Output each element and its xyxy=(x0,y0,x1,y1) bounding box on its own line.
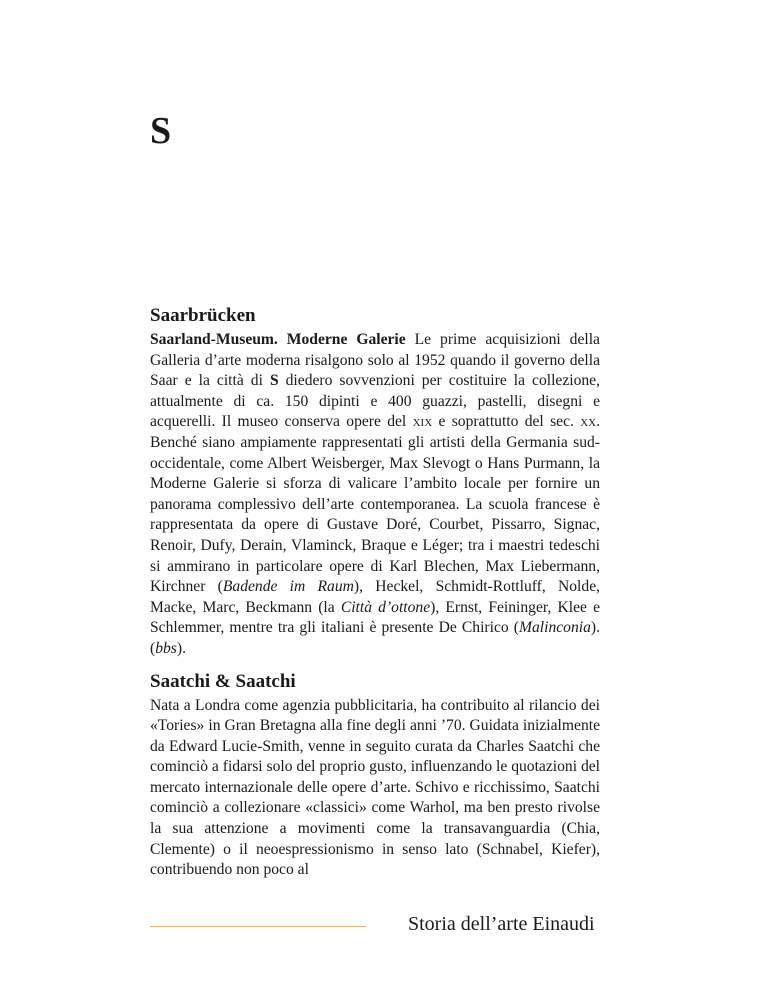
footer-rule xyxy=(150,926,366,927)
body-text-segment: diedero sovvenzioni per costituire la collezione, attualmente di ca. 150 dipinti e 400 guazzi, pastelli, disegni e acquerelli. Il museo conserva opere del xyxy=(150,372,600,431)
body-text-segment: ). xyxy=(176,639,186,657)
body-text-segment: ), Heckel, Schmidt-Rottluff, Nolde, Macke, Marc, Beckmann (la xyxy=(150,578,601,616)
entry-title: Saatchi & Saatchi xyxy=(150,670,296,692)
body-text-segment: Città d’ottone xyxy=(340,598,431,616)
entry-body xyxy=(150,696,600,881)
entry-body xyxy=(150,330,600,660)
entry-lead: Saarland-Museum. Moderne Galerie xyxy=(150,331,406,348)
body-text-segment: ), Ernst, Feininger, Klee e Schlemmer, mentre tra gli italiani è presente De Chirico ( xyxy=(150,598,600,637)
body-text-segment: Badende im Raum xyxy=(222,578,354,596)
section-letter: S xyxy=(150,110,172,152)
dictionary-entries xyxy=(150,304,600,881)
body-text-segment: . Benché siano ampiamente rappresentati gli artisti della Germania sud-occidentale, come Albert Weisberger, Max Slevogt o Hans Purmann, la Moderne Galerie si sforza di valicare l’ambito locale per fornire un panorama complessivo dell’arte contemporanea. La scuola francese è rappresentata da opere di Gustave Doré, Courbet, Pissarro, Signac, Renoir, Dufy, Derain, Vlaminck, Braque e Léger; tra i maestri tedeschi si ammirano in particolare opere di Karl Blechen, Max Liebermann, Kirchner ( xyxy=(150,413,601,596)
body-text-segment: Malinconia xyxy=(519,619,591,637)
body-text-segment: S xyxy=(269,372,279,390)
entry-saarbrucken xyxy=(150,304,600,660)
body-text-segment: xix xyxy=(412,413,433,431)
entry-saatchi xyxy=(150,670,600,881)
body-text-segment: xx xyxy=(580,413,597,431)
body-text-segment: bbs xyxy=(155,639,177,657)
body-text-segment: Le prime acquisizioni della Galleria d’arte moderna risalgono solo al 1952 quando il governo della Saar e la città di xyxy=(150,331,600,390)
body-text-segment: ). ( xyxy=(150,619,600,657)
entry-title: Saarbrücken xyxy=(150,305,256,326)
body-text-segment: Nata a Londra come agenzia pubblicitaria, ha contribuito al rilancio dei «Tories» in Gran Bretagna alla fine degli anni ’70. Guidata inizialmente da Edward Lucie-Smith, venne in seguito curata da Charles Saatchi che cominciò a fidarsi solo del proprio gusto, influenzando le quotazioni del mercato internazionale delle opere d’arte. Schivo e ricchissimo, Saatchi cominciò a collezionare «classici» come Warhol, ma ben presto rivolse la sua attenzione a movimenti come la transavanguardia (Chia, Clemente) o il neoespressionismo in senso lato (Schnabel, Kiefer), contribuendo non poco al xyxy=(150,696,600,879)
body-text-segment: e soprattutto del sec. xyxy=(432,413,581,431)
footer-publisher: Storia dell’arte Einaudi xyxy=(408,913,595,935)
